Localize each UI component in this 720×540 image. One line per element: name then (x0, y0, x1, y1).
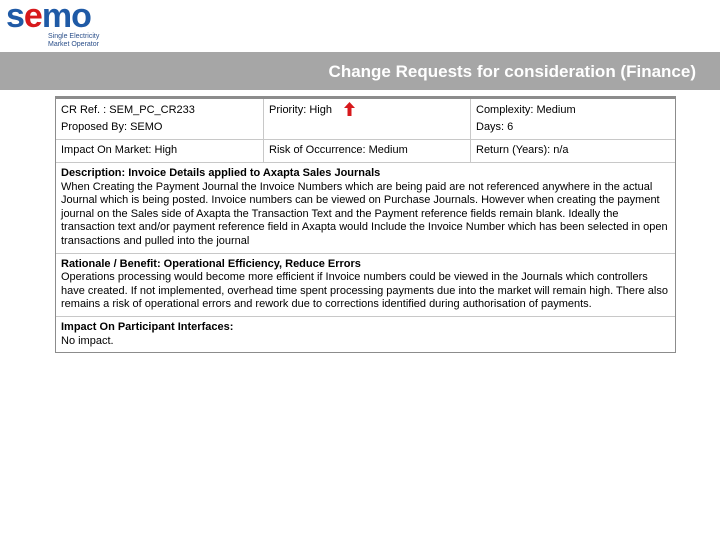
logo-letter-e: e (23, 0, 42, 35)
logo-letter-s: s (6, 0, 24, 35)
complexity-cell (471, 99, 675, 139)
proposed-by: Proposed By: SEMO (61, 121, 163, 133)
complexity: Complexity: Medium (476, 104, 576, 116)
description-section (56, 163, 675, 254)
logo-tagline-line1: Single Electricity (48, 33, 100, 40)
cr-ref: CR Ref. : SEM_PC_CR233 (61, 104, 195, 116)
up-arrow-icon (344, 102, 355, 116)
days: Days: 6 (476, 121, 514, 133)
form-row-impact (56, 140, 675, 163)
page-title: Change Requests for consideration (Finance) (328, 62, 696, 81)
participant-impact-heading: Impact On Participant Interfaces: (61, 320, 234, 333)
description-body: When Creating the Payment Journal the Invoice Numbers which are being paid are not referenced anywhere in the actual Journal which is being posted. Invoice numbers can be viewed on Purchase Journals. However when creating the payment journal on the Sales side of Axapta the Transaction Text and the Payment reference fields remain blank. Ideally the transaction text and/or payment reference field in Axapta would Include the Invoice Number which has been selected in open transactions and pulled into the journal (61, 180, 668, 247)
logo-letter-m: m (41, 0, 72, 35)
logo-letter-o: o (71, 0, 91, 35)
participant-impact-body: No impact. (61, 334, 114, 347)
form-row-ref (56, 99, 675, 140)
risk-of-occurrence: Risk of Occurrence: Medium (264, 140, 471, 162)
rationale-section (56, 254, 675, 317)
logo-tagline-line2: Market Operator (48, 41, 99, 48)
return-years: Return (Years): n/a (476, 144, 569, 156)
participant-impact-section (56, 317, 675, 352)
ref-cell (56, 99, 264, 139)
semo-logo (6, 2, 116, 50)
logo-tagline (48, 33, 99, 49)
rationale-heading: Rationale / Benefit: Operational Efficiency, Reduce Errors (61, 257, 361, 270)
logo-wordmark (6, 0, 91, 36)
change-request-form (55, 96, 676, 353)
rationale-body: Operations processing would become more efficient if Invoice numbers could be viewed in the Journals which controllers have created. If not implemented, overhead time spent processing payments due into the market will remain high. There also remains a risk of operational errors and rework due to corrections identified during authorisation of payments. (61, 271, 668, 311)
description-heading: Description: Invoice Details applied to Axapta Sales Journals (61, 167, 381, 179)
impact-on-market: Impact On Market: High (56, 140, 264, 162)
priority: Priority: High (269, 104, 332, 116)
title-banner (0, 52, 720, 90)
priority-cell (264, 99, 471, 139)
